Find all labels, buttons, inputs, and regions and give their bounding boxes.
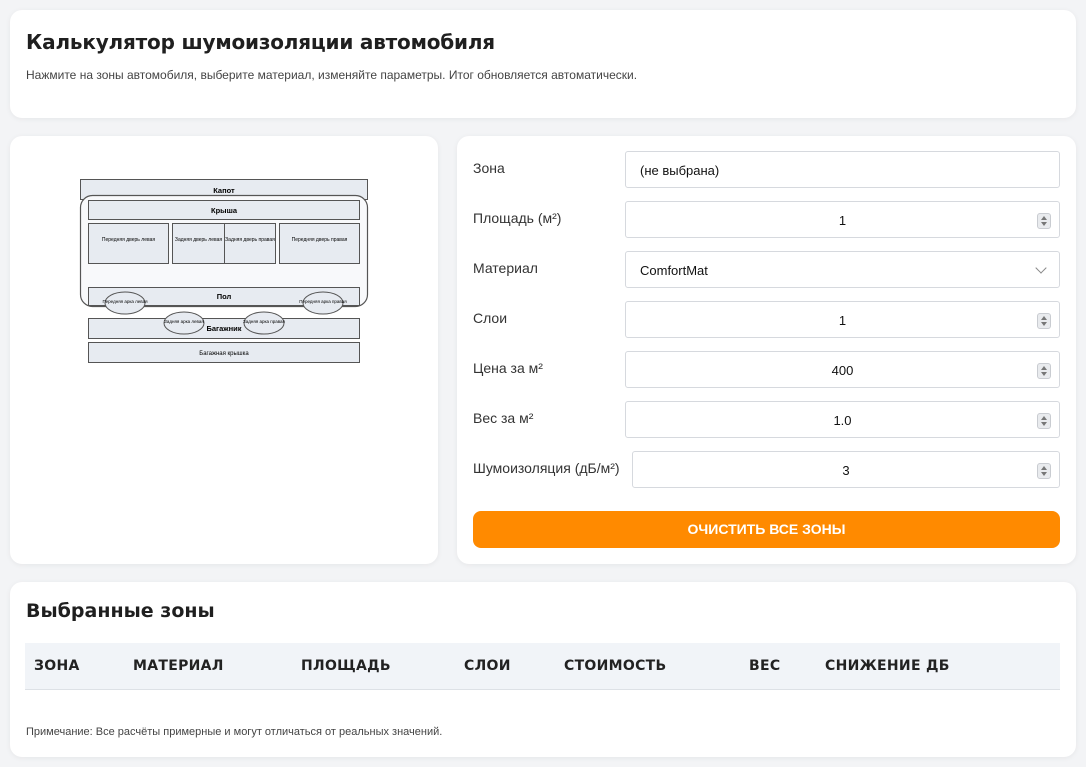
- header-card: [10, 10, 1076, 118]
- price-row: [473, 351, 1060, 389]
- clear-all-zones-button[interactable]: ОЧИСТИТЬ ВСЕ ЗОНЫ: [473, 511, 1060, 548]
- zone-value: (не выбрана): [640, 163, 720, 178]
- layers-spinner[interactable]: [1037, 313, 1051, 329]
- column-cost: СТОИМОСТЬ: [564, 658, 667, 674]
- noise-row: [473, 451, 1060, 489]
- zone-front-right-door-label: Передняя дверь правая: [291, 237, 348, 243]
- selected-zones-title: Выбранные зоны: [26, 600, 215, 622]
- zone-rear-right-door-label: Задняя дверь правая: [225, 237, 275, 243]
- price-input[interactable]: [625, 351, 1060, 388]
- zone-floor-label: Пол: [216, 292, 232, 301]
- zone-rear-left-door[interactable]: [173, 224, 225, 264]
- column-db-reduction: СНИЖЕНИЕ ДБ: [825, 658, 950, 674]
- zone-trunk-lid-label: Багажная крышка: [199, 351, 249, 357]
- noise-spinner[interactable]: [1037, 463, 1051, 479]
- zone-rear-right-arch-label: Задняя арка правая: [242, 319, 286, 324]
- chevron-down-icon: [1035, 262, 1046, 273]
- column-weight: ВЕС: [749, 658, 781, 674]
- weight-input[interactable]: [625, 401, 1060, 438]
- noise-label: Шумоизоляция (дБ/м²): [473, 460, 620, 476]
- material-row: [473, 251, 1060, 289]
- area-label: Площадь (м²): [473, 210, 562, 226]
- zone-trunk-label: Багажник: [206, 324, 242, 333]
- layers-label: Слои: [473, 310, 508, 326]
- price-label: Цена за м²: [473, 360, 543, 376]
- column-material: МАТЕРИАЛ: [133, 658, 224, 674]
- layers-input[interactable]: [625, 301, 1060, 338]
- zone-settings-form: [457, 136, 1076, 564]
- noise-input[interactable]: [632, 451, 1060, 488]
- zone-front-left-door[interactable]: [89, 224, 169, 264]
- zone-roof-label: Крыша: [211, 206, 237, 215]
- area-input[interactable]: [625, 201, 1060, 238]
- zone-hood-label: Капот: [213, 186, 235, 195]
- zone-rear-left-arch-label: Задняя арка левая: [164, 319, 204, 324]
- zones-table-header: [25, 643, 1060, 690]
- area-spinner[interactable]: [1037, 213, 1051, 229]
- zone-row: [473, 151, 1060, 189]
- price-value: 400: [831, 363, 854, 378]
- selected-zones-card: [10, 582, 1076, 757]
- column-area: ПЛОЩАДЬ: [301, 658, 391, 674]
- zone-label: Зона: [473, 160, 505, 176]
- weight-row: [473, 401, 1060, 439]
- zone-front-left-arch-label: Передняя арка левая: [102, 299, 148, 304]
- zone-field[interactable]: [625, 151, 1060, 188]
- page-subtitle: Нажмите на зоны автомобиля, выберите материал, изменяйте параметры. Итог обновляется автоматически.: [26, 68, 638, 82]
- noise-value: 3: [842, 463, 850, 478]
- car-diagram-card: [10, 136, 438, 564]
- zone-rear-left-door-label: Задняя дверь левая: [174, 237, 223, 243]
- material-label: Материал: [473, 260, 538, 276]
- column-zone: ЗОНА: [34, 658, 80, 674]
- weight-value: 1.0: [833, 413, 852, 428]
- price-spinner[interactable]: [1037, 363, 1051, 379]
- disclaimer-note: Примечание: Все расчёты примерные и могут отличаться от реальных значений.: [26, 726, 443, 738]
- car-diagram: [10, 136, 438, 564]
- zone-front-right-door[interactable]: [280, 224, 360, 264]
- area-value: 1: [838, 213, 847, 228]
- layers-value: 1: [838, 313, 847, 328]
- column-layers: СЛОИ: [464, 658, 511, 674]
- material-select[interactable]: [625, 251, 1060, 288]
- zone-rear-right-door[interactable]: [225, 224, 276, 264]
- layers-row: [473, 301, 1060, 339]
- page-title: Калькулятор шумоизоляции автомобиля: [26, 30, 495, 54]
- area-row: [473, 201, 1060, 239]
- weight-label: Вес за м²: [473, 410, 534, 426]
- zone-front-right-arch-label: Передняя арка правая: [299, 299, 347, 304]
- weight-spinner[interactable]: [1037, 413, 1051, 429]
- material-value: ComfortMat: [640, 263, 708, 278]
- zone-front-left-door-label: Передняя дверь левая: [101, 237, 156, 243]
